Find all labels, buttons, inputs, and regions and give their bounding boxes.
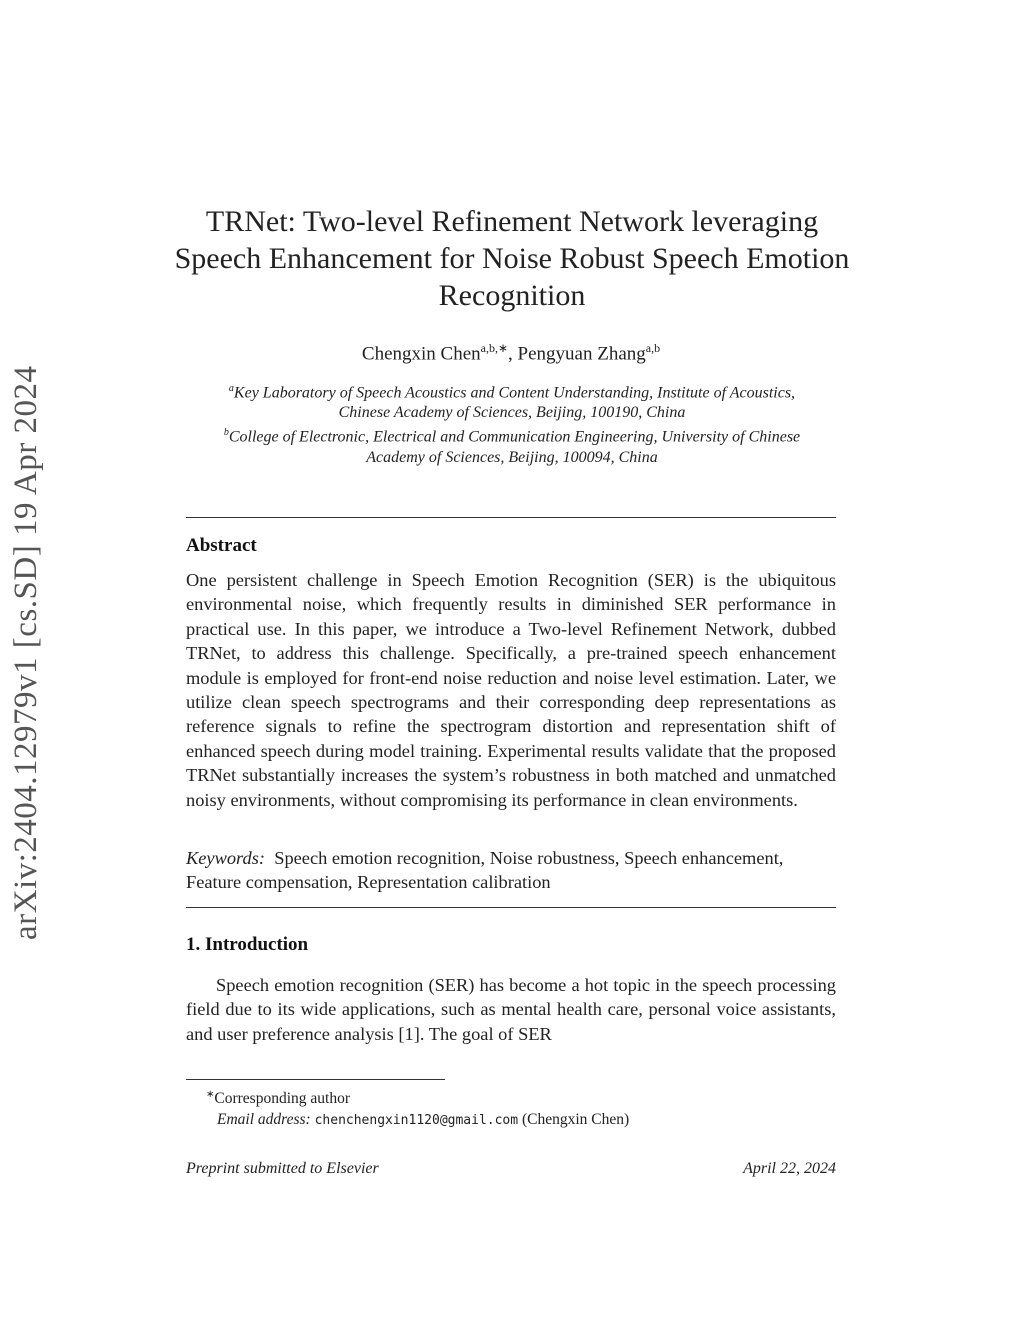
author-affiliation-marks: a,b,∗ xyxy=(480,341,509,355)
footnote-rule xyxy=(186,1079,445,1080)
footnote-corresponding xyxy=(186,1084,836,1109)
abstract-top-rule xyxy=(186,517,836,518)
affiliation-line: Academy of Sciences, Beijing, 100094, China xyxy=(366,448,658,466)
title-line: TRNet: Two-level Refinement Network leveraging xyxy=(205,205,819,238)
footnote-mark: ∗ xyxy=(206,1089,215,1100)
introduction-text: Speech emotion recognition (SER) has become a hot topic in the speech processing field due to its wide applications, such as mental health care, personal voice assistants, and user preference analysis [1]. The goal of SER xyxy=(186,975,836,1044)
affiliation-text: College of Electronic, Electrical and Communication Engineering, University of Chinese xyxy=(228,428,801,446)
affiliation-mark: a xyxy=(228,383,234,394)
footer-date: April 22, 2024 xyxy=(743,1160,836,1177)
author-separator: , xyxy=(508,343,518,365)
footnote xyxy=(186,1084,836,1131)
keywords xyxy=(186,846,836,895)
affiliation-text: Key Laboratory of Speech Acoustics and Content Understanding, Institute of Acoustics, xyxy=(233,384,796,402)
keywords-text: Speech emotion recognition, Noise robustness, Speech enhancement, Feature compensation, Representation calibration xyxy=(186,848,784,893)
abstract-text: One persistent challenge in Speech Emotion Recognition (SER) is the ubiquitous environmental noise, which frequently results in diminished SER performance in practical use. In this paper, we introduce a Two-level Refinement Network, dubbed TRNet, to address this challenge. Specifically, a pre-trained speech enhancement module is employed for front-end noise reduction and noise level estimation. Later, we utilize clean speech spectrograms and their corresponding deep representations as reference signals to refine the spectrogram distortion and representation shift of enhanced speech during model training. Experimental results validate that the proposed TRNet substantially increases the system’s robustness in both matched and unmatched noisy environments, without compromising its performance in clean environments. xyxy=(186,570,836,810)
affiliation-mark: b xyxy=(223,427,229,439)
email-owner: (Chengxin Chen) xyxy=(521,1111,630,1129)
affiliation-line xyxy=(180,423,844,447)
section-heading-introduction: 1. Introduction xyxy=(186,934,309,955)
author-affiliation-marks: a,b xyxy=(645,341,661,355)
abstract-bottom-rule xyxy=(186,907,836,908)
paper-title xyxy=(150,203,874,314)
arxiv-identifier: arXiv:2404.12979v1 [cs.SD] 19 Apr 2024 xyxy=(8,365,44,940)
footer-preprint-note: Preprint submitted to Elsevier xyxy=(186,1160,379,1177)
footnote-corresponding-text: Corresponding author xyxy=(214,1090,350,1108)
author-list xyxy=(186,341,836,365)
affiliations xyxy=(180,379,844,468)
keywords-label: Keywords: xyxy=(186,848,266,868)
title-line: Speech Enhancement for Noise Robust Speech Emotion xyxy=(174,242,850,275)
affiliation-line xyxy=(180,379,844,403)
title-line: Recognition xyxy=(438,279,586,312)
affiliation-line: Chinese Academy of Sciences, Beijing, 100190, China xyxy=(338,404,686,422)
email-address[interactable]: chenchengxin1120@gmail.com xyxy=(314,1113,519,1129)
footnote-email-line xyxy=(186,1109,836,1131)
email-label: Email address: xyxy=(217,1111,311,1129)
author-name: Pengyuan Zhang xyxy=(517,343,646,365)
author-name: Chengxin Chen xyxy=(361,343,481,365)
abstract-heading: Abstract xyxy=(186,535,257,556)
